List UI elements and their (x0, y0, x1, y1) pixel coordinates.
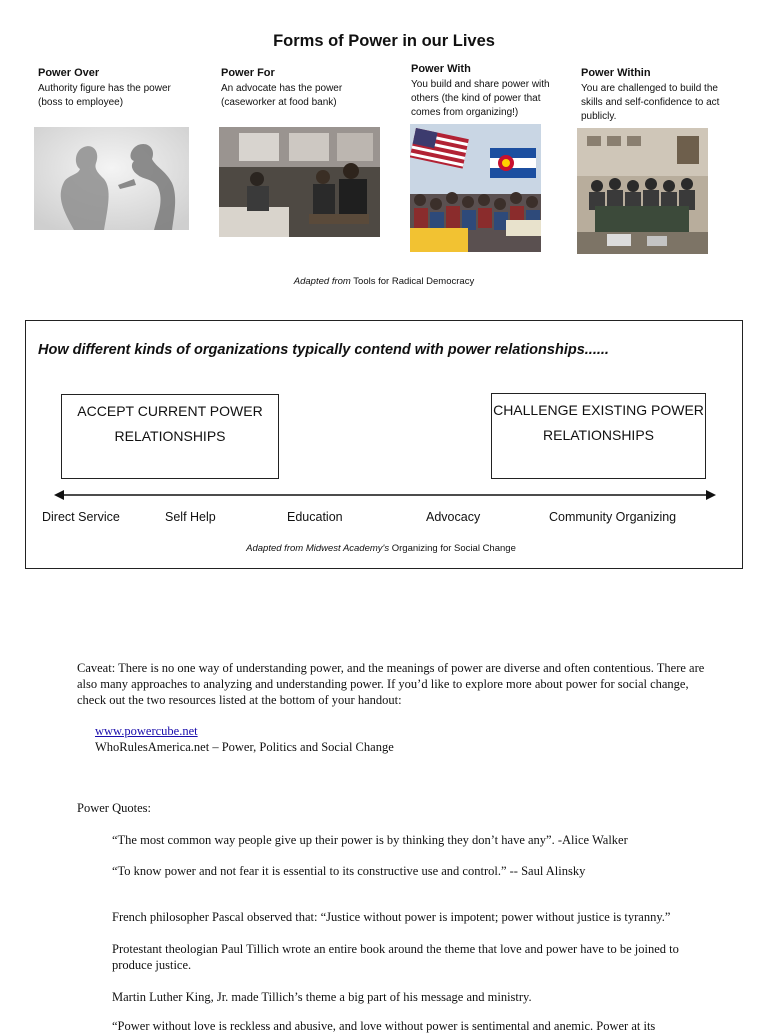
whorulesamerica-resource: WhoRulesAmerica.net – Power, Politics and Social Change (95, 740, 394, 754)
credit-tools-radical-democracy (0, 276, 768, 287)
power-with-image (410, 124, 541, 252)
spectrum-label-self-help: Self Help (165, 510, 216, 524)
power-within-image (577, 128, 708, 254)
quote-saul-alinsky: “To know power and not fear it is essential to its constructive use and control.” -- Saul Alinsky (112, 864, 586, 878)
credit-source: Organizing for Social Change (391, 543, 516, 554)
spectrum-label-education: Education (287, 510, 343, 524)
power-for-image (219, 127, 380, 237)
quote-pascal: French philosopher Pascal observed that: “Justice without power is impotent; power without justice is tyranny.” (112, 910, 671, 924)
caveat-paragraph: Caveat: There is no one way of understanding power, and the meanings of power are diverse and often contentious. There are also many approaches to analyzing and understanding power. If you’d like to explore more about power for social change, check out the two resources listed at the bottom of your handout: (77, 661, 705, 707)
double-arrow-icon (52, 487, 718, 503)
accept-power-box: ACCEPT CURRENT POWER RELATIONSHIPS (61, 394, 279, 479)
form-heading-power-within: Power Within (581, 67, 651, 79)
form-description-power-with: You build and share power with others (the kind of power that comes from organizing!) (411, 79, 550, 118)
credit-source: Tools for Radical Democracy (353, 276, 475, 287)
form-heading-power-with: Power With (411, 63, 471, 75)
quote-mlk-tillich: Martin Luther King, Jr. made Tillich’s theme a big part of his message and ministry. (112, 990, 532, 1004)
form-description-power-over: Authority figure has the power (boss to employee) (38, 83, 171, 108)
form-heading-power-for: Power For (221, 67, 275, 79)
page-title: Forms of Power in our Lives (273, 32, 495, 50)
spectrum-label-direct-service: Direct Service (42, 510, 120, 524)
form-description-power-within: You are challenged to build the skills and self-confidence to act publicly. (581, 83, 720, 122)
form-description-power-for: An advocate has the power (caseworker at food bank) (221, 83, 343, 108)
credit-prefix: Adapted from (293, 276, 351, 287)
spectrum-title: How different kinds of organizations typically contend with power relationships...... (38, 342, 609, 358)
credit-midwest-academy (0, 543, 762, 554)
credit-prefix: Adapted from Midwest Academy's (246, 543, 390, 554)
quote-paul-tillich: Protestant theologian Paul Tillich wrote an entire book around the theme that love and power have to be joined to produce justice. (112, 942, 679, 972)
power-over-image (34, 127, 189, 230)
challenge-power-box: CHALLENGE EXISTING POWER RELATIONSHIPS (491, 393, 706, 479)
form-heading-power-over: Power Over (38, 67, 100, 79)
powercube-link[interactable]: www.powercube.net (95, 724, 198, 738)
quote-alice-walker: “The most common way people give up their power is by thinking they don’t have any”. -Alice Walker (112, 833, 628, 847)
quotes-heading: Power Quotes: (77, 801, 151, 815)
quote-power-love: “Power without love is reckless and abusive, and love without power is sentimental and anemic. Power at its (112, 1019, 656, 1033)
spectrum-label-advocacy: Advocacy (426, 510, 481, 524)
spectrum-label-community-organizing: Community Organizing (549, 510, 677, 524)
